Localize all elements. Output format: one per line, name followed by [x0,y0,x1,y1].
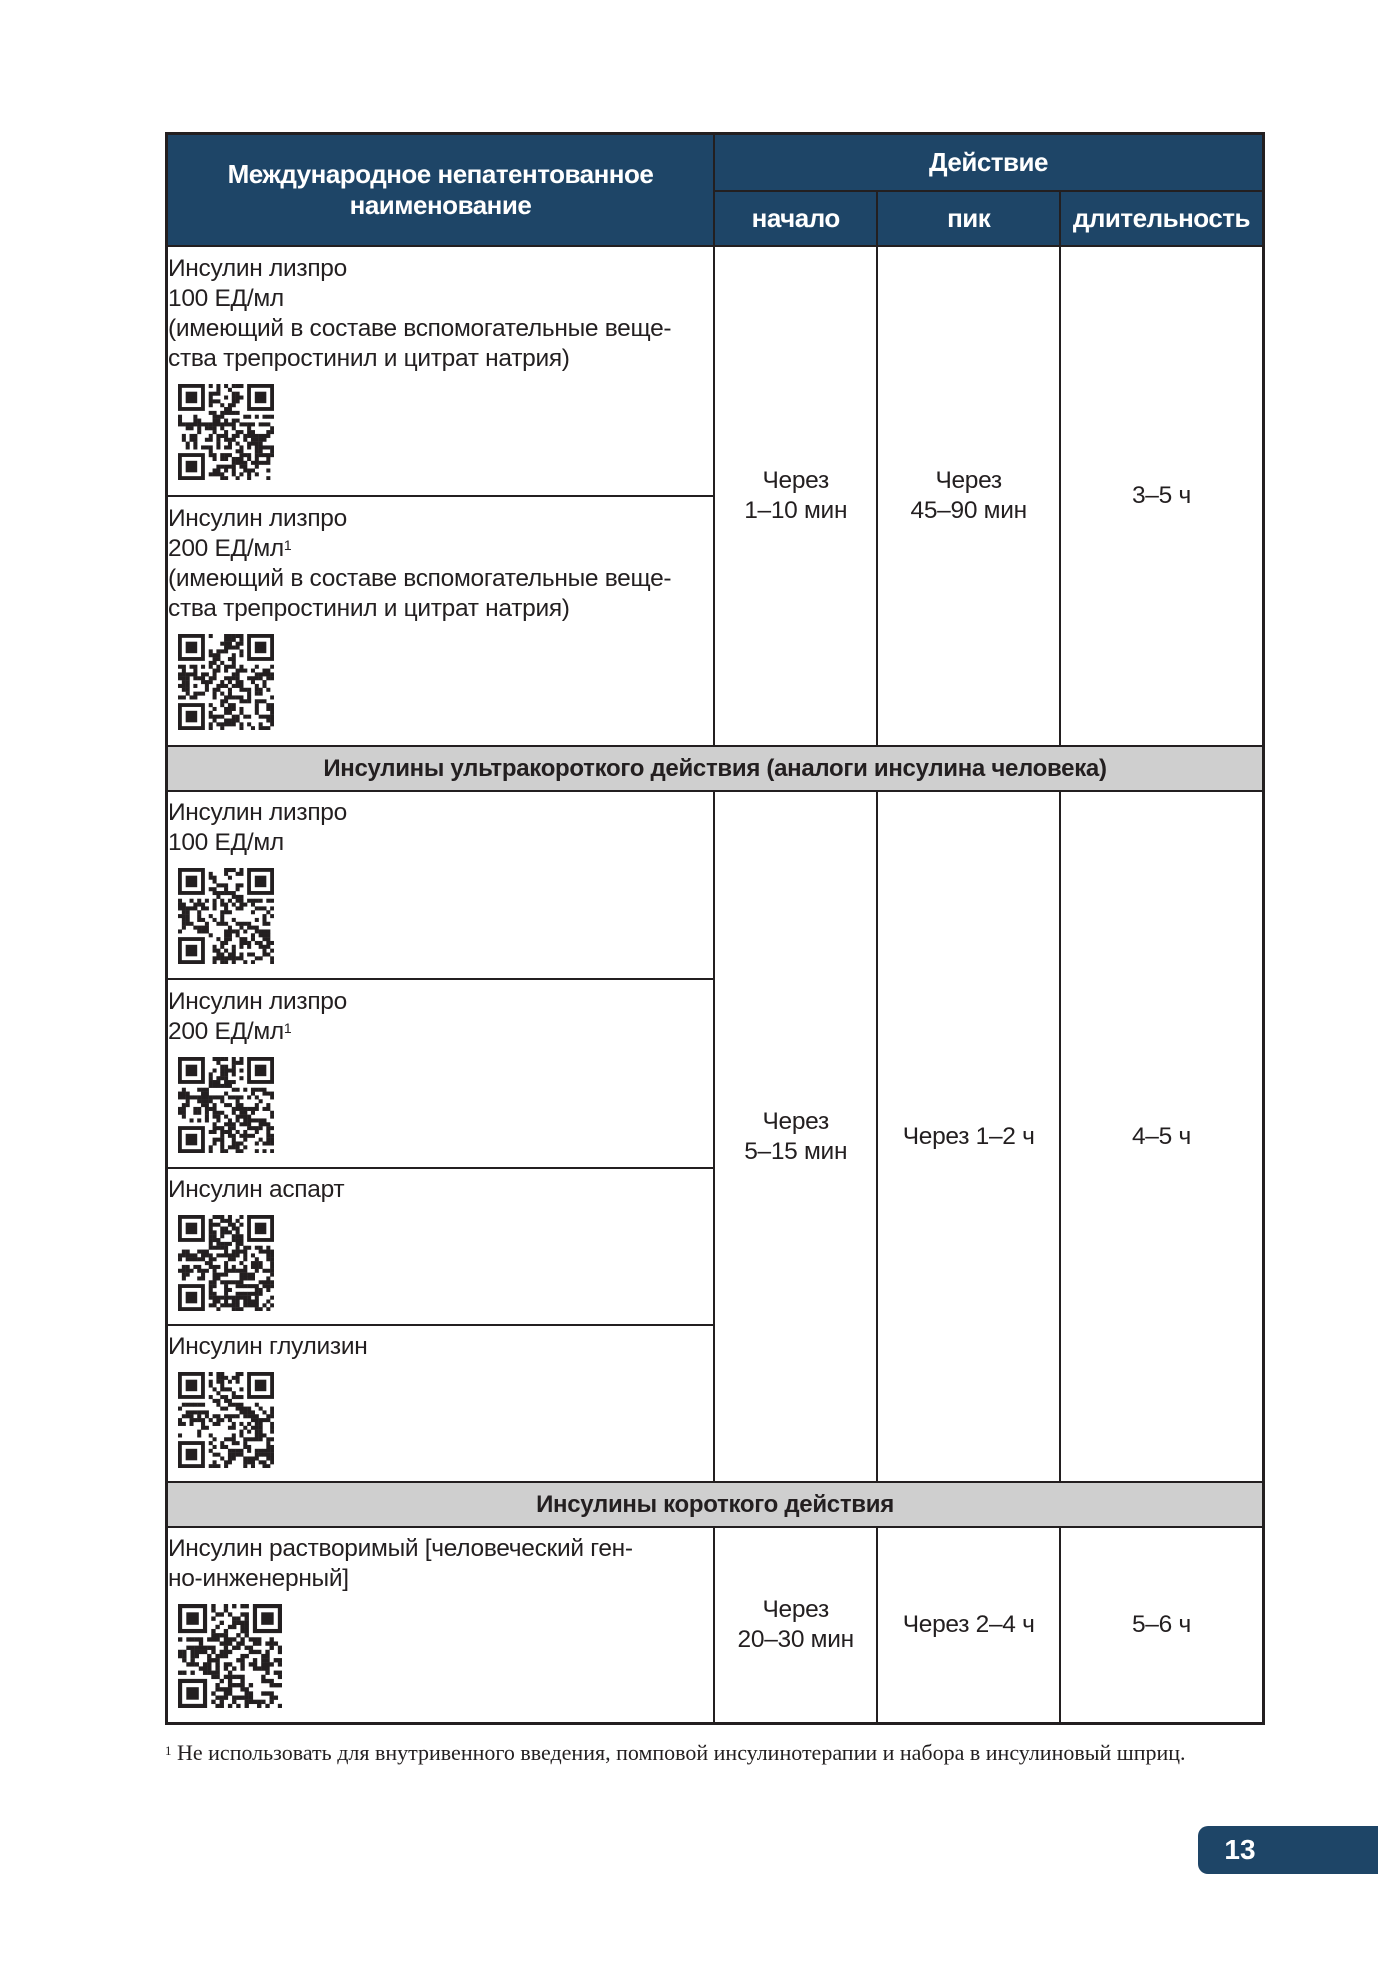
page-number: 13 [1224,1834,1256,1865]
qr-code-icon[interactable] [178,1604,713,1716]
qr-code-icon[interactable] [178,384,713,488]
header-action-group: Действие [714,134,1264,192]
qr-code-icon[interactable] [178,868,713,972]
header-name-column: Международное непатентованное наименование [167,134,714,247]
onset-cell: Через 20–30 мин [714,1527,877,1723]
duration-cell: 5–6 ч [1060,1527,1264,1723]
drug-cell: Инсулин аспарт [167,1168,714,1325]
footnote [165,1738,1270,1768]
onset-cell: Через 5–15 мин [714,791,877,1482]
duration-cell: 4–5 ч [1060,791,1264,1482]
drug-cell: Инсулин лизпро 100 ЕД/мл [167,791,714,979]
header-onset: начало [714,191,877,246]
qr-code-icon[interactable] [178,634,713,738]
qr-code-icon[interactable] [178,1372,713,1476]
insulin-table [165,132,1265,1725]
qr-code-icon[interactable] [178,1215,713,1319]
peak-cell: Через 45–90 мин [877,246,1059,746]
section-title: Инсулины ультракороткого действия (аналоги инсулина человека) [167,746,1264,791]
page-number-tab [1198,1826,1378,1874]
qr-code-icon[interactable] [178,1057,713,1161]
footnote-mark: 1 [165,1743,172,1758]
footnote-ref: 1 [283,1019,292,1036]
peak-cell: Через 2–4 ч [877,1527,1059,1723]
onset-cell: Через 1–10 мин [714,246,877,746]
duration-cell: 3–5 ч [1060,246,1264,746]
header-duration: длительность [1060,191,1264,246]
drug-cell: Инсулин глулизин [167,1325,714,1482]
section-title: Инсулины короткого действия [167,1482,1264,1527]
drug-cell: Инсулин лизпро 100 ЕД/мл (имеющий в составе вспомогательные веще- ства трепростинил и цитрат натрия) [167,246,714,496]
footnote-text: Не использовать для внутривенного введения, помповой инсулинотерапии и набора в инсулиновый шприц. [177,1740,1186,1765]
peak-cell: Через 1–2 ч [877,791,1059,1482]
footnote-ref: 1 [283,537,292,553]
drug-cell: Инсулин лизпро 200 $ЕД/мл^1$ [167,979,714,1168]
drug-cell: Инсулин растворимый [человеческий ген- но-инженерный] [167,1527,714,1723]
header-peak: пик [877,191,1059,246]
drug-cell: Инсулин лизпро 200 $ЕД/мл^1$ (имеющий в составе вспомогательные веще- ства трепростинил и цитрат натрия) [167,496,714,746]
